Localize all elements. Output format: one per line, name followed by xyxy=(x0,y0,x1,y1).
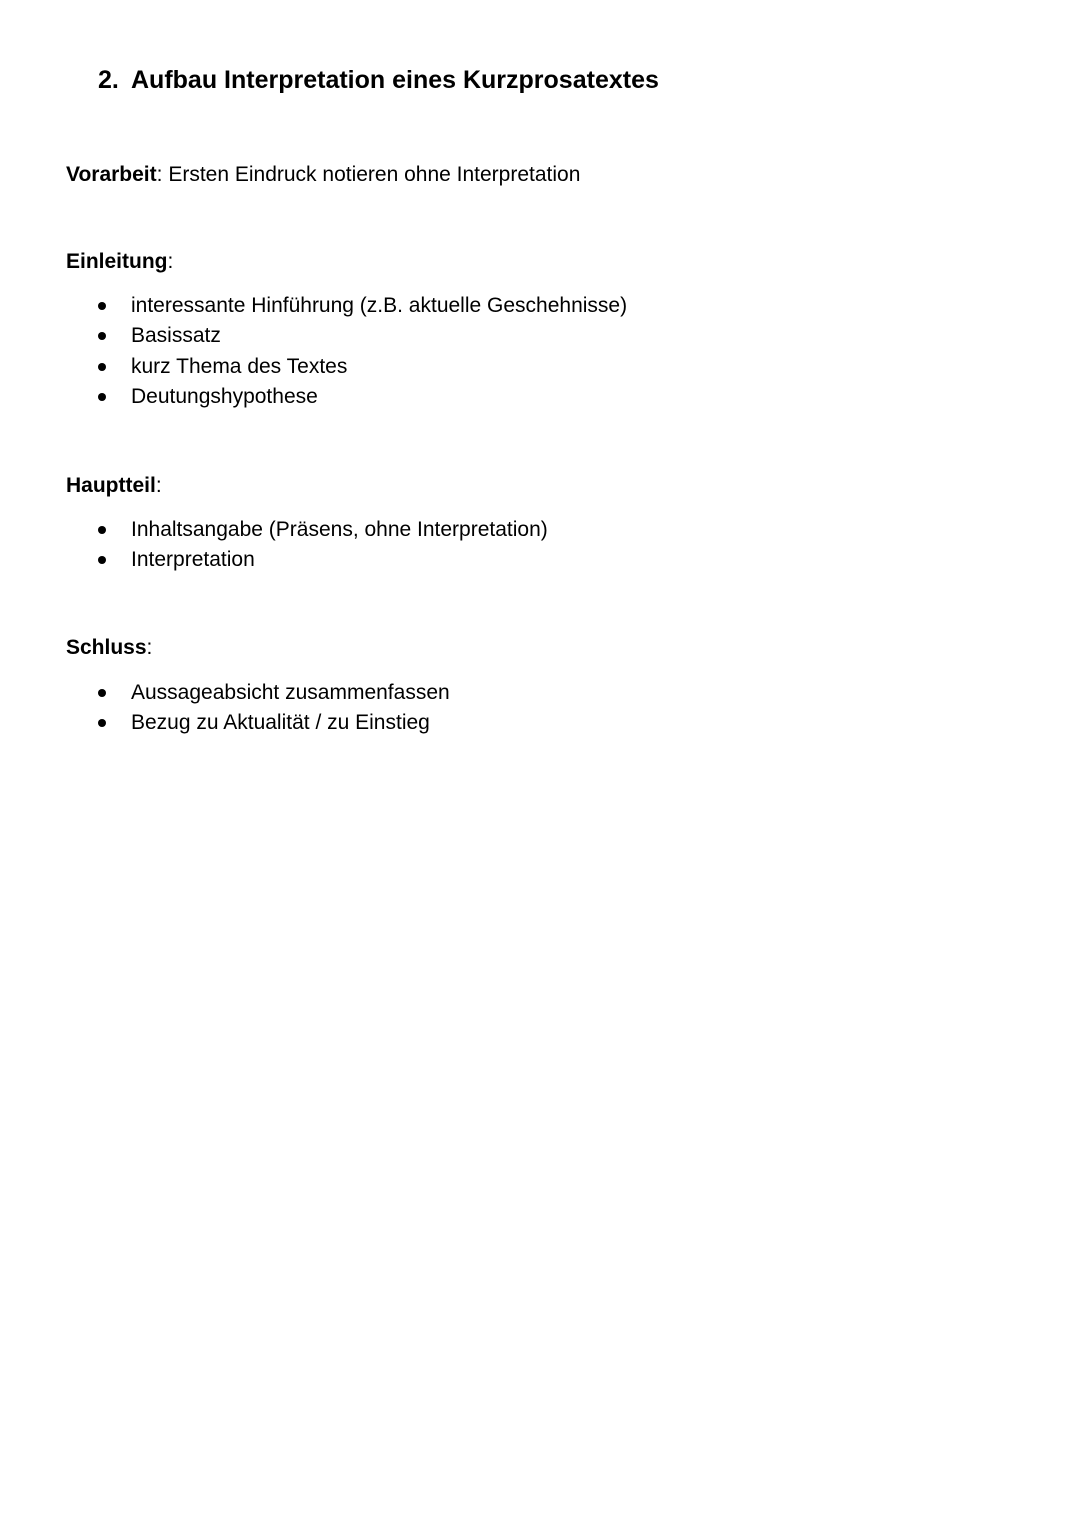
einleitung-separator: : xyxy=(167,250,174,273)
list-item xyxy=(98,708,450,738)
schluss-label: Schluss xyxy=(66,636,147,659)
bullet-icon xyxy=(98,526,106,534)
schluss-list xyxy=(98,678,450,739)
section-title: Aufbau Interpretation eines Kurzprosatextes xyxy=(131,66,659,94)
einleitung-heading xyxy=(66,248,173,276)
list-item-text: Bezug zu Aktualität / zu Einstieg xyxy=(131,711,430,735)
list-item-text: Basissatz xyxy=(131,324,221,348)
list-item-text: Aussageabsicht zusammenfassen xyxy=(131,681,450,704)
vorarbeit-paragraph xyxy=(66,161,580,189)
bullet-icon xyxy=(98,302,106,310)
bullet-icon xyxy=(98,689,106,697)
list-item-text: kurz Thema des Textes xyxy=(131,354,348,378)
schluss-heading xyxy=(66,634,152,662)
bullet-icon xyxy=(98,556,106,564)
bullet-icon xyxy=(98,363,106,371)
list-item-text: Deutungshypothese xyxy=(131,384,318,408)
list-item xyxy=(98,352,627,382)
einleitung-list xyxy=(98,291,627,412)
bullet-icon xyxy=(98,332,106,340)
section-heading xyxy=(98,64,659,96)
list-item xyxy=(98,545,548,575)
vorarbeit-separator: : xyxy=(156,163,163,186)
section-number: 2. xyxy=(98,66,119,94)
hauptteil-label: Hauptteil xyxy=(66,474,156,497)
hauptteil-separator: : xyxy=(155,474,162,497)
bullet-icon xyxy=(98,393,106,401)
list-item xyxy=(98,382,627,412)
schluss-separator: : xyxy=(146,636,153,659)
bullet-icon xyxy=(98,719,106,727)
vorarbeit-text: Ersten Eindruck notieren ohne Interpretation xyxy=(162,163,581,186)
list-item-text: interessante Hinführung (z.B. aktuelle Geschehnisse) xyxy=(131,294,628,317)
einleitung-label: Einleitung xyxy=(66,250,168,273)
list-item xyxy=(98,515,548,545)
list-item xyxy=(98,678,450,708)
vorarbeit-label: Vorarbeit xyxy=(66,163,157,186)
list-item-text: Inhaltsangabe (Präsens, ohne Interpretation) xyxy=(131,518,548,541)
list-item xyxy=(98,291,627,321)
list-item-text: Interpretation xyxy=(131,548,255,572)
list-item xyxy=(98,321,627,351)
hauptteil-list xyxy=(98,515,548,576)
hauptteil-heading xyxy=(66,472,162,500)
